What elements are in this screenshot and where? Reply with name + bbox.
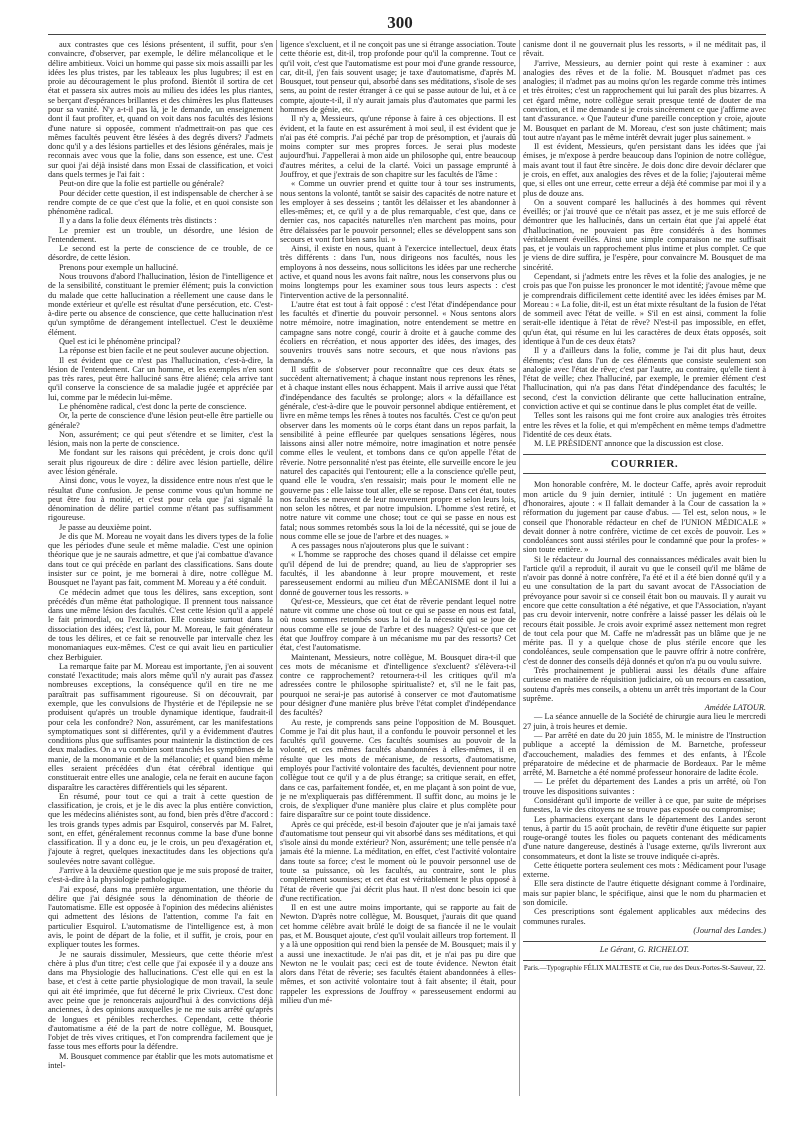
footer-rule-bottom [523,960,766,961]
paragraph: Quel est ici le phénomène principal? [59,337,181,346]
paragraph: Je ne saurais dissimuler, Messieurs, que cette théorie m'est chère à plus d'un titre; c'est celle que j'ai exposée il y a douze ans dans ma Physiologie des hallucinations. C'est elle qui en est la base, et c'est à cette partie physiologique de mon travail, la seule qui ait été imprimée, que fut décerné le prix Civrieux. C'est donc avec peine que je renoncerais aujourd'hui à des convictions déjà anciennes, à des opinions auxquelles je ne me suis arrêté qu'après de longues et pénibles recherches. Cependant, cette théorie d'automatisme a été de la part de notre collègue, M. Bousquet, l'objet de très vives critiques, et l'on comprendra facilement que je fasse tous mes efforts pour la défendre. [48,949,273,1052]
paragraph: Pour décider cette question, il est indispensable de chercher à se rendre compte de ce que c'est que la folie, et en quoi consiste son phénomène radical. [48,188,273,217]
page-number: 300 [387,13,413,32]
paragraph: Très prochainement je publierai aussi les détails d'une affaire curieuse en matière de réquisition judiciaire, où un recours en cassation, soutenu d'après mes conseils, a obtenu un arrêt très important de la Cour suprême. [523,666,766,703]
paragraph: Ces prescriptions sont également applicables aux médecins des communes rurales. [523,907,766,926]
paragraph: Le phénomène radical, c'est donc la perte de conscience. [59,401,247,411]
paragraph: Non, assurément; ce qui peut s'étendre et se limiter, c'est la lésion, mais non la perte de conscience. [48,429,273,449]
paragraph: L'autre état est tout à fait opposé : c'est l'état d'indépendance pour les facultés et d'inertie du pouvoir personnel. « Nous sentons alors notre mémoire, notre imagination, notre entendement se mettre en campagne sans notre congé, courir à droite et à gauche comme des écoliers en récréation, et nous apporter des idées, des images, des souvenirs trouvés sans notre secours, et que nous n'avions pas demandés. » [280,299,516,365]
paragraph: canisme dont il ne gouvernait plus les ressorts, » il ne méditait pas, il rêvait. [523,40,766,59]
paragraph: Le second est la perte de conscience de ce trouble, de ce désordre, de cette lésion. [48,244,273,263]
paragraph: ligence s'excluent, et il ne conçoit pas une si étrange association. Toute cette théorie est, dit-il, trop profonde pour qu'il la comprenne. Tout ce qu'il voit, c'est que l'automatisme est pour moi d'une grande ressource, car, dit-il, j'en fais souvent usage; je taxe d'automatisme, d'après M. Bousquet, tout penseur qui, absorbé dans ses méditations, s'isole de ses sens, au point de rester étranger à ce qui se passe autour de lui, et à ce compte, ajoute-t-il, il n'y aurait jamais plus d'automates que parmi les hommes de génie, etc. [280,40,516,114]
news-source: (Journal des Landes.) [693,925,766,935]
paragraph: Or, la perte de conscience d'une lésion peut-elle être partielle ou générale? [48,411,273,430]
column-separator-2 [519,40,520,1096]
column-3 [523,40,766,1100]
paragraph: Prenons pour exemple un halluciné. [59,262,179,272]
paragraph: En résumé, pour tout ce qui a trait à cette question de classification, je crois, et je le dis avec la plus entière conviction, que les médecins aliénistes sont, au fond, bien près d'être d'accord : les trois grands types admis par Esquirol, conservés par M. Falret, sont, en effet, généralement reconnus comme la base d'une bonne classification. Il y a donc eu, je le crois, un peu d'exagération et, j'ajoute à regret, quelques inexactitudes dans les objections qu'a soulevées notre savant collègue. [48,791,273,866]
column-1-body [48,40,273,1070]
paragraph: aux contrastes que ces lésions présentent, il suffit, pour s'en convaincre, d'observer, par exemple, le délire mélancolique et le délire ambitieux. Voici un homme qui passe six mois assailli par les idées les plus tristes, par les tableaux les plus lugubres; il est en proie au découragement le plus profond. Bientôt il sortira de cet état et passera six autres mois au milieu des idées les plus riantes, se berçant d'espérances brillantes et des chimères les plus flatteuses pour sa vanité. N'y a-t-il pas là, je le demande, un enseignement dont il faut profiter, et, quand on voit dans nos facultés des lésions d'une nature si opposée, comment n'admettrait-on pas que ces mêmes facultés peuvent être lésées à des degrés divers? J'admets donc qu'il y a des lésions partielles et des lésions générales, mais je reconnais avec vous que la folie, dans son essence, est une. C'est sur quoi j'ai déjà insisté dans mon Essai de classification, et voici dans quels termes je l'ai fait : [48,40,273,179]
paragraph: La réponse est bien facile et ne peut soulever aucune objection. [59,346,269,356]
column-separator-1 [276,40,277,1096]
paragraph: Maintenant, Messieurs, notre collègue, M. Bousquet dira-t-il que ces mots de mécanisme et d'intelligence s'excluent? s'élèvera-t-il contre ce rapprochement? retournera-t-il les critiques qu'il m'a adressées contre le philosophe spiritualiste? et, s'il ne le fait pas, pourquoi ne serai-je pas autorisé à conserver ce mot d'automatisme pour désigner d'une manière plus brève l'état complet d'indépendance des facultés? [280,652,516,718]
paragraph: — Par arrêté en date du 20 juin 1855, M. le ministre de l'Instruction publique a accepté la démission de M. Barnetche, professeur d'accouchement, maladies des femmes et des enfants, à l'École préparatoire de médecine et de pharmacie de Bordeaux. Par le même arrêté, M. Barnetche a été nommé professeur honoraire de ladite école. [523,730,766,778]
paragraph: Me fondant sur les raisons qui précèdent, je crois donc qu'il serait plus rigoureux de dire : délire avec lésion partielle, délire avec lésion générale. [48,448,273,476]
paragraph: Après ce qui précède, est-il besoin d'ajouter que je n'ai jamais taxé d'automatisme tout penseur qui vit absorbé dans ses méditations, et qui s'isole ainsi du monde extérieur? Non, assurément; une telle pensée n'a jamais été la mienne. La méditation, en effet, c'est l'activité volontaire dans toute sa force; c'est le moment où le pouvoir personnel use de toute sa puissance, où les facultés, au contraire, sont le plus complètement soumises; et cet état est véritablement le plus opposé à l'état de rêverie que j'ai décrit plus haut. Il n'est donc besoin ici que d'une rectification. [280,819,516,903]
paragraph: Je passe au deuxième point. [59,522,152,532]
paragraph: Qu'est-ce, Messieurs, que cet état de rêverie pendant lequel notre nature vit comme une chose où tout ce qui se passe en nous est fatal, où nous sommes retombés sous la loi de la nécessité qui se joue de nous comme elle se joue de l'arbre et des nuages? Qu'est-ce que cet état que Jouffroy compare à un mécanisme mu par des ressorts? Cet état, c'est l'automatisme. [280,596,516,653]
paragraph: On a souvent comparé les hallucinés à des hommes qui rêvent éveillés; or j'ai trouvé que ce n'était pas assez, et je me suis efforcé de démontrer que les hallucinés, dans un certain état que j'ai appelé état d'hallucination, ne pouvaient pas être considérés à des hommes véritablement éveillés. Ainsi une simple comparaison ne me suffisait pas, et je voulais un rapprochement plus intime et plus complet. Ce que je viens de dire suffira, je l'espère, pour convaincre M. Bousquet de ma sincérité. [523,197,766,272]
paragraph: Telles sont les raisons qui me font croire aux analogies très étroites entre les rêves et la folie, et qui m'empêchent en même temps d'admettre l'identité de ces deux états. [523,411,766,439]
paragraph: Il n'y a, Messieurs, qu'une réponse à faire à ces objections. Il est évident, et la faute en est assurément à moi seul, il est évident que je n'ai pas été compris. J'ai péché par trop de présomption, et j'aurais dû moins compter sur mes propres forces. Je serai plus modeste aujourd'hui. J'appellerai à mon aide un philosophe qui, entre beaucoup d'autres mérites, a celui de la clarté. Voici un passage emprunté à Jouffroy, et que j'extrais de son chapitre sur les facultés de l'âme : [280,114,516,179]
paragraph: A ces passages nous n'ajouterons plus que le suivant : [291,541,469,551]
column-2 [280,40,516,1100]
paragraph: Peut-on dire que la folie est partielle ou générale? [59,179,224,189]
courrier-heading: COURRIER. [523,454,766,474]
paragraph: J'ai exposé, dans ma première argumentation, une théorie du délire que j'ai désignée sous la dénomination de théorie de l'automatisme. Elle est opposée à l'opinion des médecins aliénistes qui admettent des lésions de l'attention, comme l'a fait en particulier Esquirol. L'automatisme de l'intelligence est, à mon avis, le point de départ de la folie, et il suffit, je crois, pour en expliquer toutes les formes. [48,884,273,950]
header-rule [48,34,766,35]
paragraph: Mon honorable confrère, M. le docteur Caffe, après avoir reproduit mon article du 9 juin dernier, intitulé : Un jugement en matière d'honoraires, ajoute : « Il fallait demander à la Cour de cassation la » réformation du jugement par cause d'abus. — Tel est, selon nous, » le conseil que l'honorable rédacteur en chef de l'UNION MÉDICALE » devait donner à notre confrère, victime de cet excès de pouvoir. Les » condoléances sont aussi stériles pour le condamné que pour la profes- » sion toute entière. » [523,480,766,555]
paragraph: Ainsi, il existe en nous, quant à l'exercice intellectuel, deux états très différents : dans l'un, nous dirigeons nos facultés, nous les employons à nos desseins, nous sollicitons les idées par une recherche active, et quand nous les avons fait naître, nous les conservons plus ou moins longtemps pour les examiner sous tous leurs aspects : c'est l'intervention active de la personnalité. [280,244,516,300]
paragraph: Ce médecin admet que tous les délires, sans exception, sont précédés d'un même état pathologique. Il prennent tous naissance dans une même lésion des facultés. C'est cette lésion qu'il a appelé le fait primordial, ou l'excitation. Elle consiste surtout dans la dissociation des idées; c'est là, pour M. Moreau, le fait générateur de tous les délires, et ce fait se renouvelle par intervalle chez les monomaniaques eux-mêmes. C'est ce qui avait lieu en particulier chez Berbiguier. [48,587,273,662]
news-body [523,712,766,925]
manager-signature: Le Gérant, G. RICHELOT. [599,945,690,955]
paragraph: — La séance annuelle de la Société de chirurgie aura lieu le mercredi 27 juin, à trois heures et demie. [523,712,766,731]
paragraph: « L'homme se rapproche des choses quand il délaisse cet empire qu'il dépend de lui de prendre; quand, au lieu de s'approprier ses facultés, il les abandonne à leur propre mouvement, et reste paresseusement endormi au milieu d'un MÉCANISME dont il lui a donné de gouverner tous les ressorts. » [280,550,516,597]
paragraph: Cependant, si j'admets entre les rêves et la folie des analogies, je ne crois pas que l'on puisse les prononcer le mot identité; j'avoue même que je comprendrais difficilement cette identité avec les idées émises par M. Moreau : « La folie, dit-il, est un état mixte résultant de la fusion de l'état de sommeil avec l'état de veille. » S'il en est ainsi, comment la folie serait-elle identique à l'état de rêve? N'est-il pas impossible, en effet, qu'un état, qui résume en lui les caractères de deux états opposés, soit identique à l'un de ces deux états? [523,272,766,346]
paragraph: Je dis que M. Moreau ne voyait dans les divers types de la folie que les périodes d'une seule et même maladie. C'est une opinion théorique que je ne saurais admettre, et que j'ai combattue d'avance dans tout ce qui précède en parlant des classifications. Sans doute insister sur ce point, je me bornerai à dire, notre collègue M. Bousquet ne l'ayant pas fait, comment M. Moreau y a été conduit. [48,531,273,588]
paragraph: Il y a d'ailleurs dans la folie, comme je l'ai dit plus haut, deux éléments; c'est dans l'un de ces éléments que consiste seulement son analogie avec l'état de rêve; c'est par l'autre, au contraire, qu'elle tient à l'état de veille; chez l'halluciné, par exemple, le premier élément c'est l'hallucination, qui n'a pas dans l'état d'indépendance des facultés; le second, c'est la conviction délirante que cette hallucination entraîne, conviction active et qui se continue dans le plus complet état de veille. [523,346,766,411]
paragraph: Elle sera distincte de l'autre étiquette désignant comme à l'ordinaire, mais sur papier blanc, le spécifique, ainsi que le nom du pharmacien et son domicile. [523,879,766,908]
paragraph: Il y a dans la folie deux éléments très distincts : [59,216,217,226]
column-2-body [280,40,516,1005]
footer-rule-top [523,941,766,942]
courrier-signature: Amédée LATOUR. [704,703,766,713]
paragraph: Il suffit de s'observer pour reconnaître que ces deux états se succèdent alternativement; à chaque instant nous reprenons les rênes, et à chaque instant elles nous échappent. Mais il arrive aussi que l'état d'indépendance des facultés se prolonge; alors « la défaillance est générale, c'est-à-dire que le pouvoir personnel abdique entièrement, et livre en même temps les rênes à toutes nos facultés. C'est ce qu'on peut observer dans les moments où le corps étant dans un repos parfait, la sensibilité à peine effleurée par quelques sensations légères, nous laissons ainsi aller notre mémoire, notre imagination et notre pensée comme elles le veulent, et tombons dans ce qu'on appelle l'état de rêverie. Notre personnalité n'est pas éteinte, elle surveille encore le jeu naturel des capacités qui l'entourent; elle a la conscience qu'elle peut, quand elle le voudra, s'en ressaisir; mais pour le moment elle ne gouverne pas : elle laisse tout aller, elle se repose. Dans cet état, toutes nos facultés se meuvent de leur mouvement propre et selon leurs lois, non selon les nôtres, et par notre impulsion. L'homme s'est retiré, et notre nature vit comme une chose; tout ce qui se passe en nous est fatal; nous sommes retombés sous la loi de la nécessité, qui se joue de nous comme elle se joue de l'arbre et des nuages. » [280,364,516,541]
printer-imprint: Paris.—Typographie FÉLIX MALTESTE et Cie, rue des Deux-Portes-St-Sauveur, 22. [523,964,766,973]
paragraph: « Comme un ouvrier prend et quitte tour à tour ses instruments, nous sentons la volonté, tantôt se saisir des capacités de notre nature et les employer à ses desseins ; tantôt les délaisser et les abandonner à elles-mêmes; et, ce qu'il y a de plus remarquable, c'est que, dans ce dernier cas, nos capacités naturelles n'en marchent pas moins, pour être délaissées par le pouvoir personnel; elles se développent sans son secours et vont fort bien sans lui. » [280,179,516,244]
column-3-body [523,40,766,448]
courrier-body [523,480,766,703]
paragraph: Nous trouvons d'abord l'hallucination, lésion de l'intelligence et de la sensibilité, constituant le premier élément; puis la conviction du malade que cette hallucination a réellement une cause dans le monde extérieur et qu'elle est résultat d'une persécution, etc. C'est-à-dire perte ou absence de conscience, que cette hallucination n'est qu'un symptôme de dérangement intellectuel. C'est le deuxième élément. [48,272,273,337]
paragraph: Il est évident que ce n'est pas l'hallucination, c'est-à-dire, la lésion de l'entendement. Car un homme, et les exemples n'en sont pas très rares, peut être halluciné sans être aliéné; cela arrive tant qu'il conserve la conscience de sa maladie jugée et appréciée par lui, comme par le médecin lui-même. [48,355,273,402]
paragraph: J'arrive à la deuxième question que je me suis proposé de traiter, c'est-à-dire à la physiologie pathologique. [48,866,273,885]
paragraph: Ainsi donc, vous le voyez, la dissidence entre nous n'est que le résultat d'une confusion. Je pense comme vous qu'un homme ne peut être fou à moitié, et c'est pour cela que j'ai signalé la dénomination de délire partiel comme n'étant pas suffisamment rigoureuse. [48,476,273,523]
paragraph: — Le préfet du département des Landes a pris un arrêté, où l'on trouve les dispositions suivantes : [523,777,766,796]
paragraph: J'arrive, Messieurs, au dernier point qui reste à examiner : aux analogies des rêves et de la folie. M. Bousquet n'admet pas ces analogies; il n'admet pas au moins qu'on les regarde comme très intimes et très étroites; c'est un rapprochement qui lui paraît des plus bizarres. A cet égard même, notre collègue serait presque tenté de douter de ma conviction, et il me demande si je crois sincèrement ce que j'affirme avec tant d'assurance. « Que l'auteur d'une pareille conception y croie, ajoute M. Bousquet en parlant de M. Moreau, c'est son juste châtiment; mais tout autre n'ayant pas le même intérêt devrait juger plus sainement. » [523,58,766,142]
paragraph: Au reste, je comprends sans peine l'opposition de M. Bousquet. Comme je l'ai dit plus haut, il a confondu le pouvoir personnel et les facultés qu'il gouverne. Ces facultés soumises au pouvoir de la volonté, et ces mêmes facultés abandonnées à elles-mêmes, il en résulte que les mots de mécanisme, de ressorts, d'automatisme, employés pour l'activité volontaire des facultés, deviennent pour notre collègue tout ce qu'il y a de plus étrange; sa critique serait, en effet, dans ce cas, parfaitement fondée, et, en me plaçant à son point de vue, je ne m'expliquerais pas différemment. Il suffit donc, au moins je le crois, de s'expliquer d'une manière plus claire et plus complète pour faire disparaître sur ce point toute dissidence. [280,717,516,820]
column-1 [48,40,273,1100]
paragraph: M. LE PRÉSIDENT annonce que la discussion est close. [534,439,724,449]
paragraph: Le premier est un trouble, un désordre, une lésion de l'entendement. [48,225,273,244]
paragraph: Il en est une autre moins importante, qui se rapporte au fait de Newton. D'après notre collègue, M. Bousquet, j'aurais dit que quand cet homme célèbre avait brûlé le doigt de sa fiancée il ne le voulait pas, et M. Bousquet ajoute, c'est qu'il voulait ailleurs trop fortement. Il y a là une opposition qui rend bien la pensée de M. Bousquet; mais il y a aussi une inexactitude. Je n'ai pas dit, et je n'ai pas pu dire que Newton ne le voulait pas; ceci est de toute évidence. Newton était alors dans l'état de rêverie; ses facultés étaient abandonnées à elles-mêmes, et son activité volontaire tout à fait absente; il était, pour rappeler les expressions de Jouffroy « paresseusement endormi au milieu d'un mé- [280,903,516,1005]
paragraph: Si le rédacteur du Journal des connaissances médicales avait bien lu l'article qu'il a reproduit, il aurait vu que le conseil qu'il me blâme de n'avoir pas donné à notre confrère, l'a été et il a été bien donné qu'il y a eu une consultation de la part du savant avocat de l'Association de prévoyance pour savoir si ce conseil était bon ou mauvais. Il y aurait vu encore que cette consultation a été négative, et que l'Association, n'ayant pas cru devoir intervenir, notre confrère a laissé passer les délais où le recours était possible. Je crois avoir exprimé assez nettement mon regret de tout cela pour que M. Caffe ne m'adressât pas un blâme que je ne mérite pas. Il y a quelque chose de plus stérile encore que les condoléances, seule compensation que le pauvre offrir à notre confrère, c'est de donner des conseils déjà donnés et qu'on n'a pu ou voulu suivre. [523,554,766,666]
paragraph: La remarque faite par M. Moreau est importante, j'en ai souvent constaté l'exactitude; mais alors même qu'il n'y aurait pas d'assez nombreuses exceptions, la conséquence qu'il en tire ne me paraîtrait pas suffisamment rigoureuse. Si on découvrait, par exemple, que les convulsions de l'hystérie et de l'épilepsie ne se produisent qu'après un trouble dynamique identique, faudrait-il pour cela les confondre? Non, assurément, car les manifestations symptomatiques sont si différentes, qu'il y a évidemment d'autres conditions plus que suffisantes pour maintenir la distinction de ces deux maladies. On a vu combien sont tranchés les symptômes de la manie, de la monomanie et de la mélancolie; et quand bien même elles seraient précédées d'un état cérébral identique qui constituerait entre elles une analogie, cela ne ferait en aucune façon disparaître les caractères différentiels qui les séparent. [48,661,273,792]
paragraph: M. Bousquet commence par établir que les mots automatisme et intel- [48,1051,273,1070]
paragraph: Cette étiquette portera seulement ces mots : Médicament pour l'usage externe. [523,860,766,880]
paragraph: Il est évident, Messieurs, qu'en persistant dans les idées que j'ai émises, je m'expose à perdre beaucoup dans l'opinion de notre collègue, mais avant tout il faut être sincère. Je dois donc dire devoir déclarer que je crois, en effet, aux analogies des rêves et de la folie; j'ajouterai même que, si elles ont une erreur, cette erreur a déjà été commise par moi il y a plus de douze ans. [523,142,766,198]
paragraph: Considérant qu'il importe de veiller à ce que, par suite de méprises funestes, la vie des citoyens ne se trouve pas exposée ou compromise; [523,795,766,815]
paragraph: Les pharmaciens exerçant dans le département des Landes seront tenus, à partir du 15 août prochain, de revêtir d'une étiquette sur papier rouge-orangé toutes les fioles ou paquets contenant des médicaments d'une nature dangereuse, destinés à l'usage externe, qu'ils livreront aux consommateurs, et dont la liste se trouve indiquée ci-après. [523,814,766,861]
